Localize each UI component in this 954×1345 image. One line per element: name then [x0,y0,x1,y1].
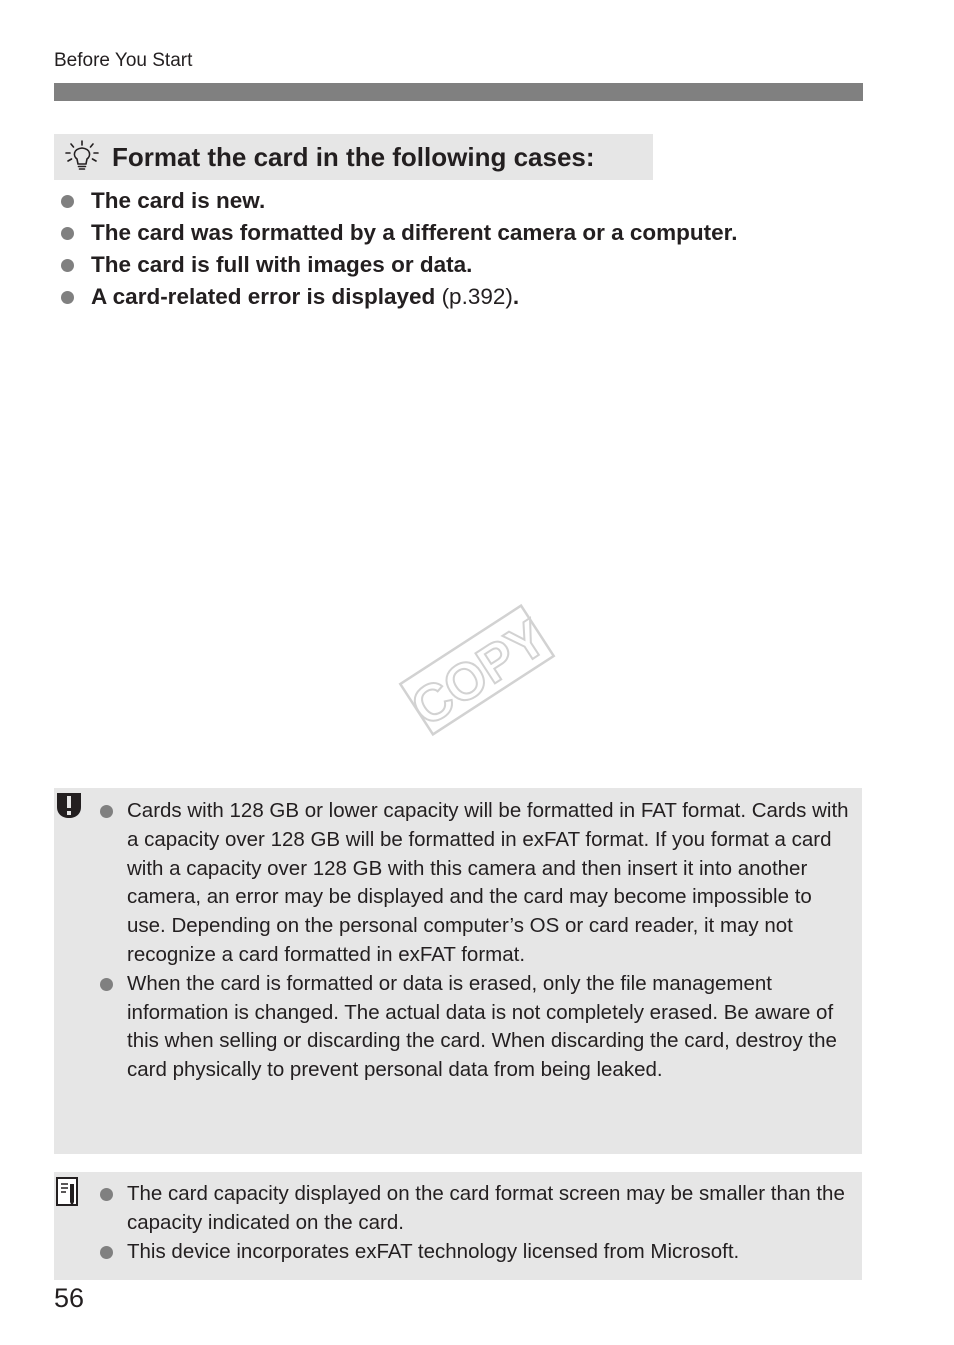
case-list [54,185,737,313]
list-item: This device incorporates exFAT technology licensed from Microsoft. [100,1238,850,1267]
caution-list [100,797,850,1085]
list-item: The card was formatted by a different camera or a computer. [54,217,737,249]
caution-box [54,788,862,1154]
bullet [61,291,74,304]
bullet [100,1188,113,1201]
header-rule [54,83,863,101]
bullet [100,978,113,991]
bullet [100,805,113,818]
memo-box [54,1172,862,1280]
bullet [61,259,74,272]
list-item: The card is full with images or data. [54,249,737,281]
memo-list [100,1180,850,1266]
list-item: The card capacity displayed on the card format screen may be smaller than the capacity indicated on the card. [100,1180,850,1238]
list-item: Cards with 128 GB or lower capacity will be formatted in FAT format. Cards with a capacity over 128 GB will be formatted in exFAT format. If you format a card with a capacity over 128 GB with this camera and then insert it into another camera, an error may be displayed and the card may become impossible to use. Depending on the personal computer’s OS or card reader, it may not recognize a card formatted in exFAT format. [100,797,850,970]
section-header: Before You Start [54,50,193,71]
list-item: A card-related error is displayed (p.392) . [54,281,737,313]
bullet [61,195,74,208]
page-number: 56 [54,1283,85,1313]
list-item: When the card is formatted or data is erased, only the file management information is changed. The actual data is not completely erased. Be aware of this when selling or discarding the card. When discarding the card, destroy the card physically to prevent personal data from being leaked. [100,970,850,1085]
list-item: The card is new. [54,185,737,217]
copy-watermark [387,587,567,753]
svg-text:COPY: COPY [401,608,557,738]
lightbulb-icon [60,134,104,180]
memo-icon [54,1174,84,1204]
tip-heading [54,134,653,180]
page-reference: (p.392) [435,284,513,309]
bullet [100,1246,113,1259]
caution-icon [54,790,84,820]
tip-title: Format the card in the following cases: [112,141,595,172]
bullet [61,227,74,240]
